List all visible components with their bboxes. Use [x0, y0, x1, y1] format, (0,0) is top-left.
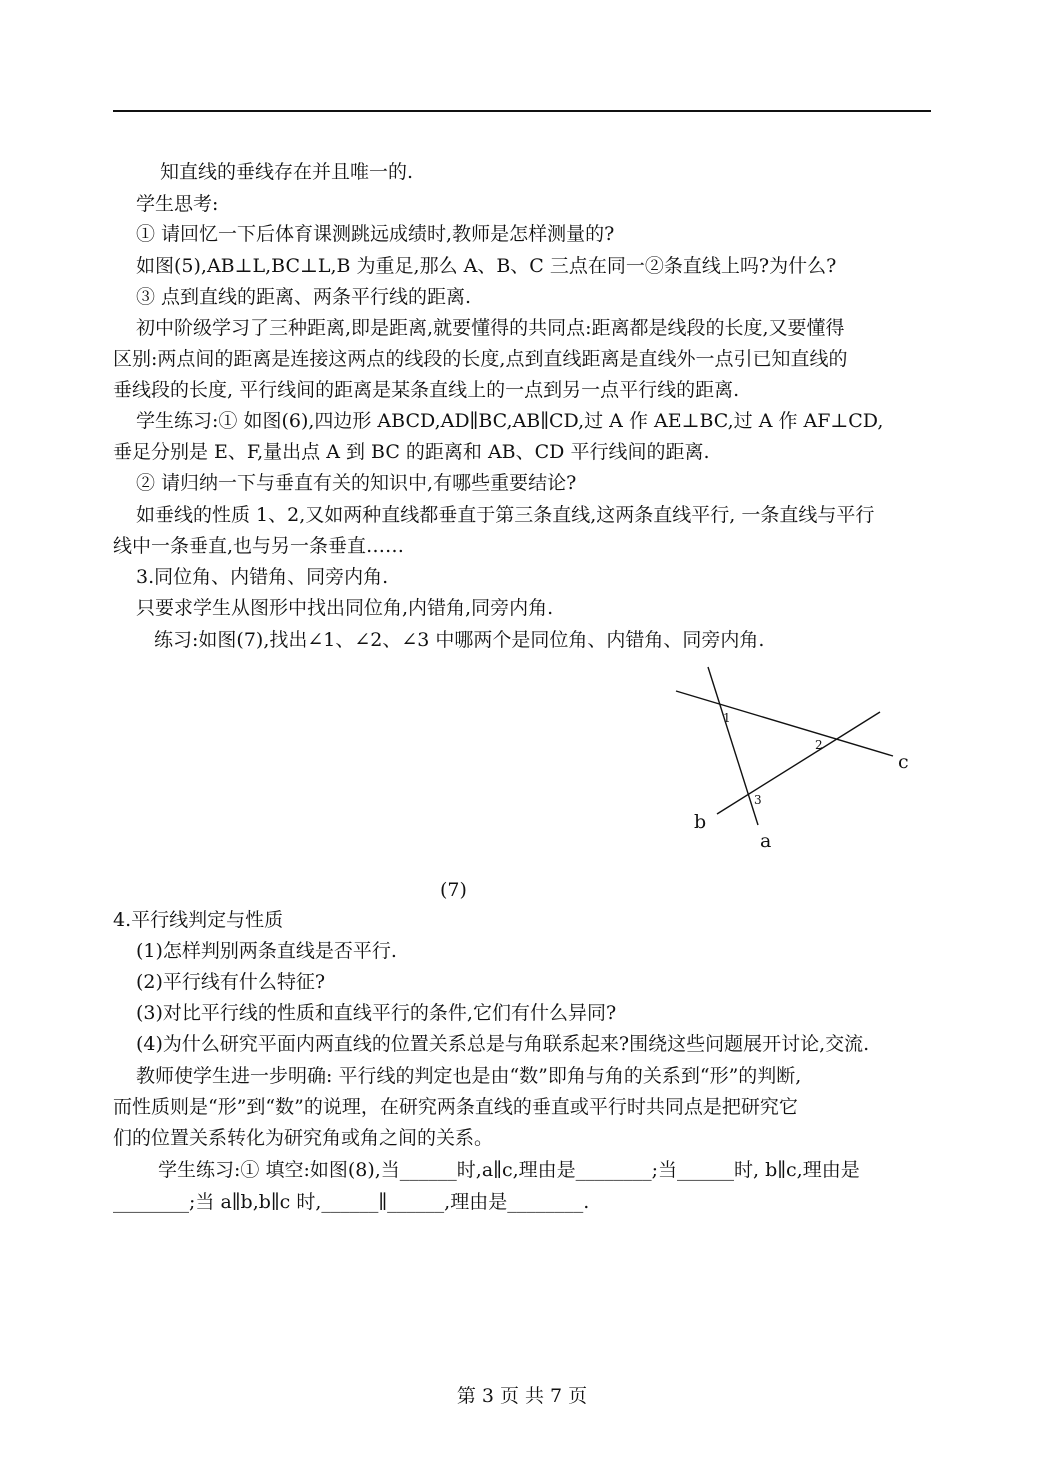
text-line: 练习:如图(7),找出∠1、∠2、∠3 中哪两个是同位角、内错角、同旁内角.: [154, 629, 765, 651]
text-line: 学生练习:① 如图(6),四边形 ABCD,AD∥BC,AB∥CD,过 A 作 AE⊥BC,过 A 作 AF⊥CD,: [136, 410, 884, 432]
text-line: 教师使学生进一步明确: 平行线的判定也是由“数”即角与角的关系到“形”的判断,: [136, 1065, 802, 1087]
line-label-a: a: [760, 830, 772, 852]
text-line: 垂足分别是 E、F,量出点 A 到 BC 的距离和 AB、CD 平行线间的距离.: [113, 441, 710, 463]
text-line: 们的位置关系转化为研究角或角之间的关系。: [113, 1127, 494, 1149]
figure-caption: (7): [440, 879, 467, 901]
text-line: ________;当 a∥b,b∥c 时,______∥______,理由是________.: [113, 1191, 590, 1213]
figure-7-diagram: [660, 660, 940, 860]
text-line: 垂线段的长度, 平行线间的距离是某条直线上的一点到另一点平行线的距离.: [113, 379, 740, 401]
angle-label-3: 3: [754, 793, 762, 807]
header-rule: [113, 110, 931, 112]
text-line: 区别:两点间的距离是连接这两点的线段的长度,点到直线距离是直线外一点引已知直线的: [113, 348, 848, 370]
line-label-c: c: [898, 751, 909, 773]
text-line: 初中阶级学习了三种距离,即是距离,就要懂得的共同点:距离都是线段的长度,又要懂得: [136, 317, 845, 339]
text-line: 3.同位角、内错角、同旁内角.: [136, 566, 389, 588]
text-line: 而性质则是“形”到“数”的说理，在研究两条直线的垂直或平行时共同点是把研究它: [113, 1096, 798, 1118]
page-footer: 第 3 页 共 7 页: [456, 1385, 588, 1407]
angle-label-2: 2: [815, 738, 823, 752]
text-line: ③ 点到直线的距离、两条平行线的距离.: [136, 286, 472, 308]
text-line: 学生练习:① 填空:如图(8),当______时,a∥c,理由是________;当______时, b∥c,理由是: [158, 1159, 860, 1181]
text-line: 如图(5),AB⊥L,BC⊥L,B 为重足,那么 A、B、C 三点在同一②条直线上吗?为什么?: [136, 255, 837, 277]
line-a: [708, 667, 758, 825]
text-line: (1)怎样判别两条直线是否平行.: [136, 940, 397, 962]
line-label-b: b: [694, 811, 707, 833]
text-line: 学生思考:: [136, 193, 219, 215]
text-line: 知直线的垂线存在并且唯一的.: [160, 161, 414, 183]
text-line: 只要求学生从图形中找出同位角,内错角,同旁内角.: [136, 597, 554, 619]
text-line: ① 请回忆一下后体育课测跳远成绩时,教师是怎样测量的?: [136, 223, 615, 245]
text-line: 线中一条垂直,也与另一条垂直……: [113, 535, 405, 557]
text-line: (4)为什么研究平面内两直线的位置关系总是与角联系起来?围绕这些问题展开讨论,交流.: [136, 1033, 870, 1055]
angle-label-1: 1: [723, 711, 731, 725]
text-line: ② 请归纳一下与垂直有关的知识中,有哪些重要结论?: [136, 472, 577, 494]
text-line: (3)对比平行线的性质和直线平行的条件,它们有什么异同?: [136, 1002, 617, 1024]
text-line: (2)平行线有什么特征?: [136, 971, 326, 993]
text-line: 如垂线的性质 1、2,又如两种直线都垂直于第三条直线,这两条直线平行, 一条直线与平行: [136, 504, 875, 526]
text-line: 4.平行线判定与性质: [113, 909, 284, 931]
